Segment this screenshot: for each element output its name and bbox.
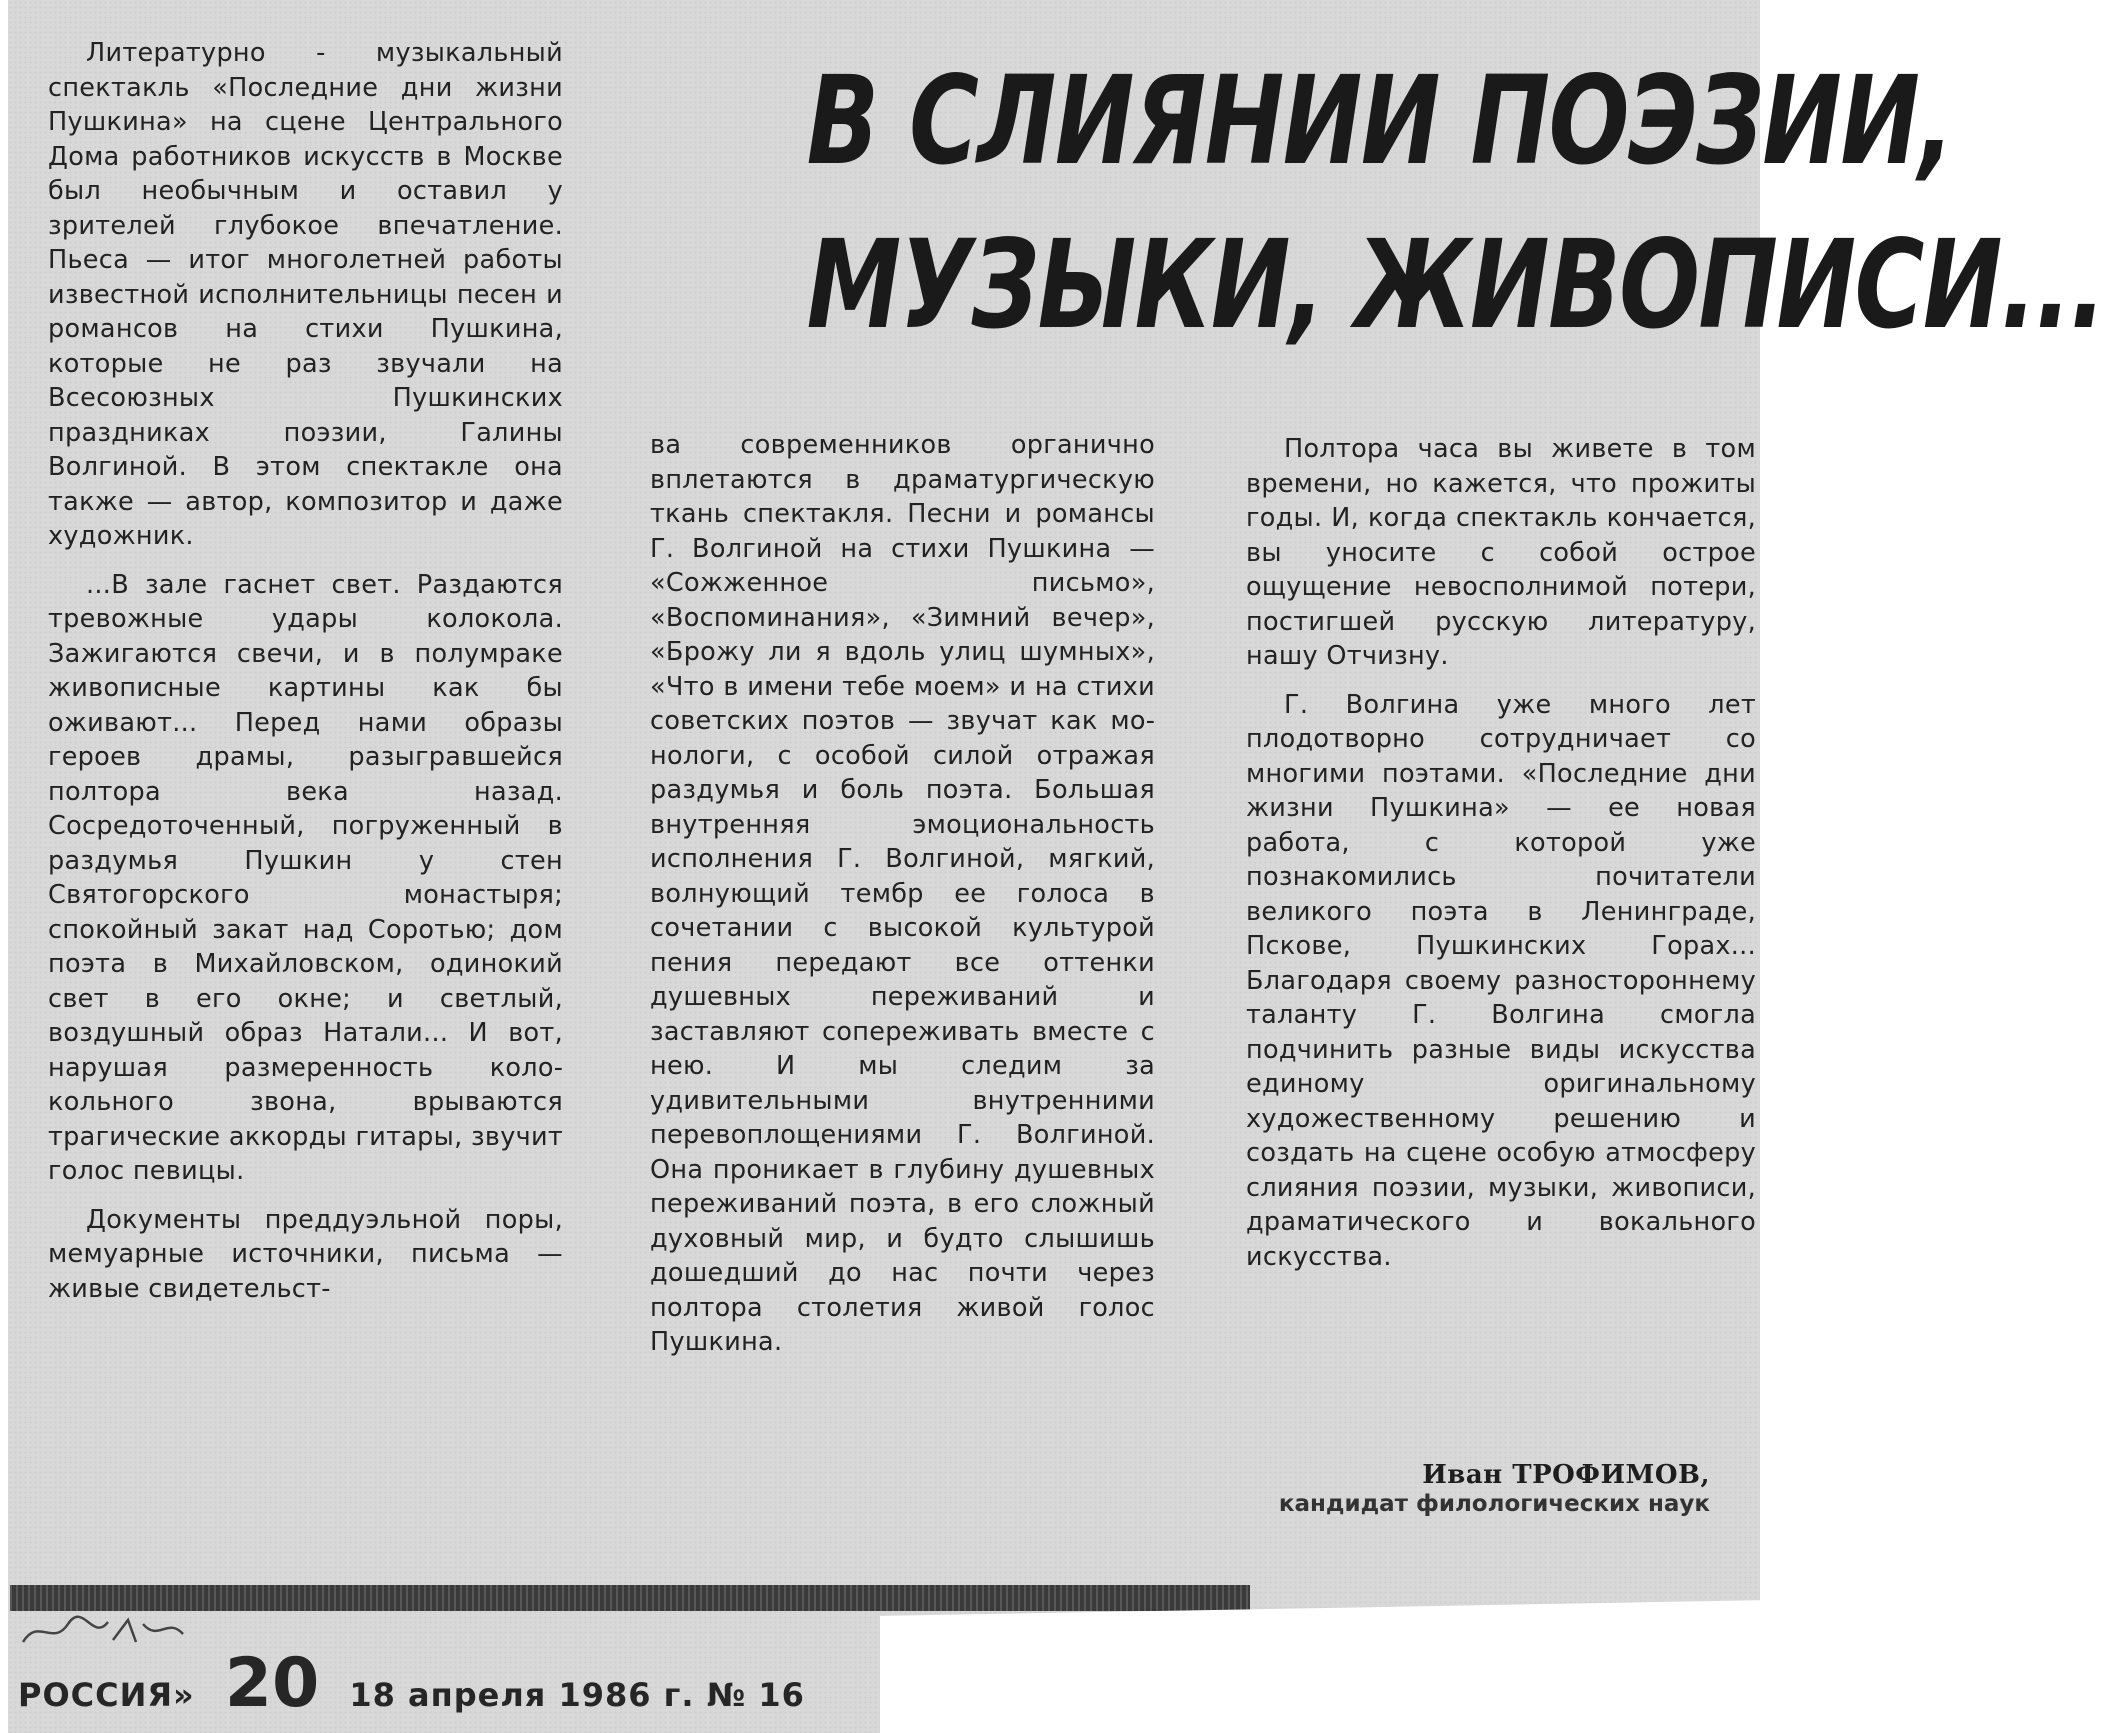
paragraph: Документы преддуэльной поры, мемуарные источники, письма — живые свидетельст- xyxy=(48,1204,563,1304)
article-column-2 xyxy=(650,428,1155,1374)
headline-line-1: В СЛИЯНИИ ПОЭЗИИ, xyxy=(806,50,1953,192)
page-number: 20 xyxy=(224,1644,320,1723)
paragraph: Литературно - музыкальный спектакль «Последние дни жизни Пушкина» на сцене Центрального Дома работников искусств в Москве был необычным и оставил у зрителей глубокое впечатление. Пьеса — итог многолетней работы известной исполнительницы песен и романсов на стихи Пушкина, которые не раз звучали на Всесоюзных Пушкинских праздниках поэзии, Галины Волгиной. В этом спектакле она также — автор, композитор и даже художник. xyxy=(48,38,563,551)
newspaper-footer xyxy=(18,1644,805,1724)
paragraph: ...В зале гаснет свет. Раздаются тревожные удары колокола. Зажигаются свечи, и в полумраке живописные картины как бы оживают... Перед нами образы героев драмы, разыгравшейся полтора века назад. Сосредоточенный, погруженный в раздумья Пушкин у стен Святогорского монастыря; спокойный закат над Соротью; дом поэта в Михайловском, одинокий свет в его окне; и светлый, воздушный образ Натали... И вот, нарушая размеренность колокольного звона, врываются трагические аккорды гитары, звучит голос певицы. xyxy=(48,569,563,1186)
bottom-rule xyxy=(10,1585,1250,1611)
article-column-3 xyxy=(1246,432,1756,1288)
article-headline xyxy=(690,50,2105,356)
newspaper-name: РОССИЯ» xyxy=(18,1676,195,1714)
issue-date: 18 апреля 1986 г. № 16 xyxy=(349,1676,805,1714)
torn-edge xyxy=(880,1600,1772,1733)
paragraph: Полтора часа вы живете в том времени, но кажется, что прожиты годы. И, когда спектакль кончается, вы уносите с собой острое ощущение невосполнимой потери, постигшей русскую литературу, нашу Отчизну. xyxy=(1246,434,1756,671)
paragraph: ва современников органично вплетаются в драматургическую ткань спектакля. Песни и романсы Г. Волгиной на стихи Пушкина — «Сожженное письмо», «Воспоминания», «Зимний вечер», «Брожу ли я вдоль улиц шумных», «Что в имени тебе моем» и на стихи советских поэтов — звучат как монологи, с особой силой отражая раздумья и боль поэта. Большая внутренняя эмоциональность исполнения Г. Волгиной, мягкий, волнующий тембр ее голоса в сочетании с высокой культурой пения передают все оттенки душевных переживаний и заставляют сопереживать вместе с нею. И мы следим за удивительными внутренними перевоплощениями Г. Волгиной. Она проникает в глубину душевных переживаний поэта, в его сложный духовный мир, и будто слышишь дошедший до нас почти через полтора столетия живой голос Пушкина. xyxy=(650,430,1155,1357)
byline xyxy=(1260,1460,1710,1518)
article-column-1 xyxy=(48,36,563,1320)
author-degree: кандидат филологических наук xyxy=(1278,1491,1710,1517)
author-name: Иван ТРОФИМОВ, xyxy=(1422,1460,1710,1490)
paragraph: Г. Волгина уже много лет плодотворно сотрудничает со многими поэтами. «Последние дни жизни Пушкина» — ее новая работа, с которой уже познакомились почитатели великого поэта в Ленинграде, Пскове, Пушкинских Горах... Благодаря своему разностороннему таланту Г. Волгина смогла подчинить разные виды искусства единому оригинальному художественному решению и создать на сцене особую атмосферу слияния поэзии, музыки, живописи, драматического и вокального искусства. xyxy=(1246,689,1756,1272)
headline-line-2: МУЗЫКИ, ЖИВОПИСИ... xyxy=(806,214,2105,356)
